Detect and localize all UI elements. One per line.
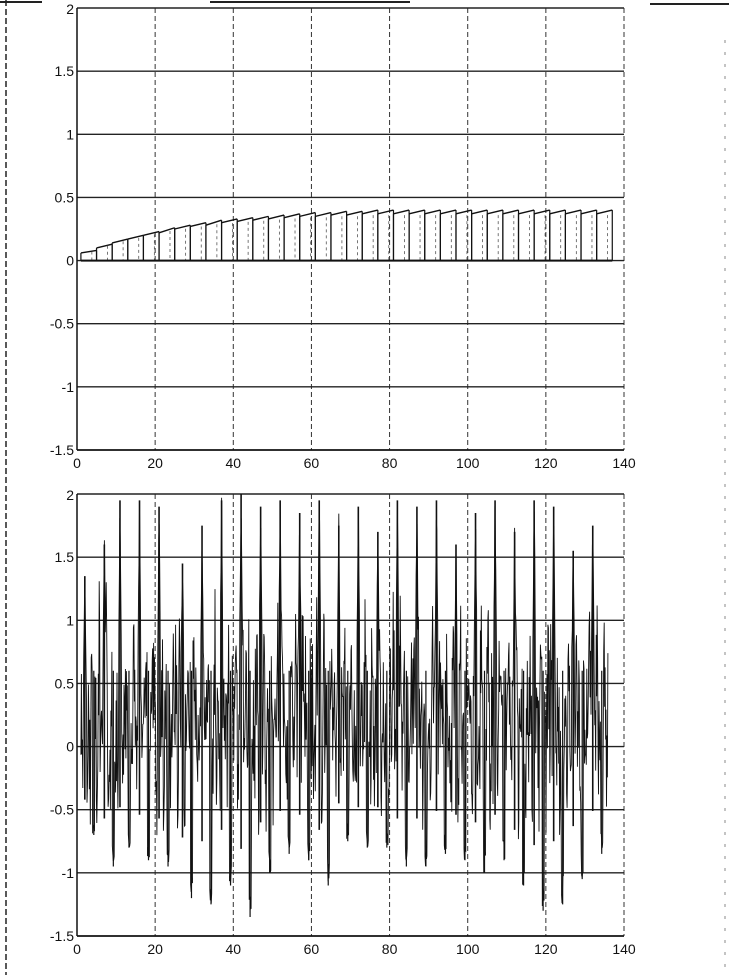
pulse-top xyxy=(581,210,597,214)
x-tick-label: 140 xyxy=(612,941,636,957)
pulse-top xyxy=(409,210,425,214)
x-tick-label: 60 xyxy=(303,455,320,471)
y-tick-label: 0 xyxy=(66,252,74,269)
y-tick-label: 0 xyxy=(66,738,74,755)
pulse-top xyxy=(128,235,144,239)
series-line xyxy=(81,498,608,910)
pulse-top xyxy=(190,223,206,227)
y-tick-label: 0.5 xyxy=(54,675,74,692)
x-tick-label: 140 xyxy=(612,455,636,471)
pulse-top xyxy=(97,244,113,248)
pulse-top xyxy=(456,210,472,214)
pulse-top xyxy=(550,210,566,214)
x-tick-label: 0 xyxy=(73,941,81,957)
y-tick-label: -1.5 xyxy=(49,442,74,458)
pulse-top xyxy=(222,219,238,223)
x-tick-label: 40 xyxy=(225,941,242,957)
y-tick-label: -0.5 xyxy=(49,315,74,332)
y-tick-label: 1 xyxy=(66,612,74,629)
pulse-top xyxy=(519,210,535,214)
pulse-top xyxy=(565,210,581,214)
pulse-top xyxy=(331,211,347,215)
pulse-top xyxy=(472,210,488,214)
x-tick-label: 40 xyxy=(225,455,242,471)
y-tick-label: -1 xyxy=(61,864,74,881)
pulse-top xyxy=(112,239,128,243)
x-tick-label: 120 xyxy=(534,941,558,957)
x-tick-label: 80 xyxy=(381,455,398,471)
pulse-top xyxy=(362,210,378,214)
pulse-top xyxy=(143,232,159,236)
pulse-top xyxy=(597,210,613,214)
pulse-top xyxy=(393,210,409,214)
pulse-top xyxy=(378,210,394,214)
pulse-top xyxy=(81,250,97,253)
pulse-top xyxy=(534,210,550,214)
pulse-top xyxy=(440,210,456,214)
pulse-top xyxy=(253,216,269,220)
y-tick-label: 1.5 xyxy=(54,63,74,80)
y-tick-label: 2 xyxy=(66,487,74,503)
pulse-top xyxy=(503,210,519,214)
chart-top xyxy=(50,1,636,471)
pulse-top xyxy=(425,210,441,214)
x-tick-label: 20 xyxy=(147,941,163,957)
pulse-top xyxy=(237,218,253,222)
y-tick-label: 0.5 xyxy=(54,189,74,206)
pulse-top xyxy=(284,214,300,218)
x-tick-label: 100 xyxy=(456,455,480,471)
y-tick-label: -0.5 xyxy=(49,801,74,818)
x-tick-label: 120 xyxy=(534,455,558,471)
pulse-top xyxy=(175,225,191,229)
pulse-top xyxy=(300,213,316,217)
x-tick-label: 80 xyxy=(381,941,398,957)
pulse-top xyxy=(159,228,175,233)
pulse-top xyxy=(487,210,503,214)
pulse-top xyxy=(315,213,331,217)
chart-bottom xyxy=(50,487,636,957)
y-tick-label: 1 xyxy=(66,126,74,143)
pulse-top xyxy=(268,215,284,219)
y-tick-label: -1.5 xyxy=(49,928,74,944)
pulse-top xyxy=(347,211,363,215)
pulse-top xyxy=(206,220,222,225)
x-tick-label: 20 xyxy=(147,455,163,471)
y-tick-label: -1 xyxy=(61,378,74,395)
x-tick-label: 60 xyxy=(303,941,320,957)
y-tick-label: 2 xyxy=(66,1,74,17)
y-tick-label: 1.5 xyxy=(54,549,74,566)
x-tick-label: 100 xyxy=(456,941,480,957)
x-tick-label: 0 xyxy=(73,455,81,471)
